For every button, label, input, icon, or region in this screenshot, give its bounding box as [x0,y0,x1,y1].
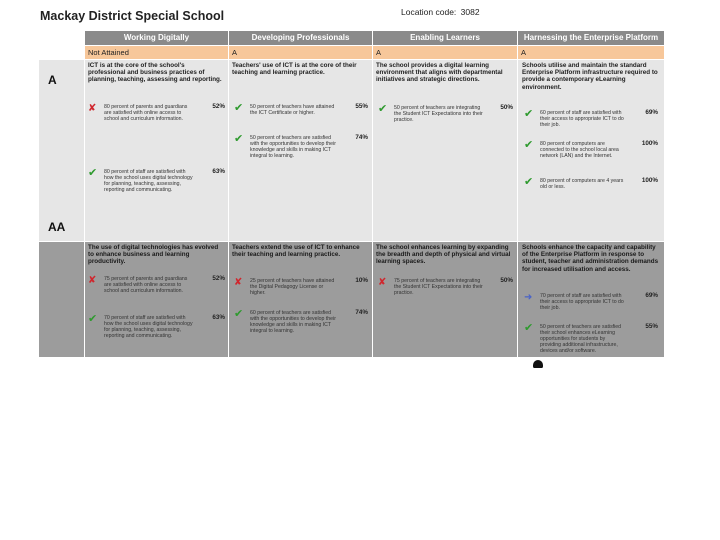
arrow-icon: ➜ [524,292,533,303]
check-icon: ✔ [234,133,244,145]
level-aa-enabling-learners-description: The school enhances learning by expanding the breadth and depth of physical and virtual learning spaces. [376,244,511,266]
column-header-harnessing-enterprise: Harnessing the Enterprise Platform [518,31,664,45]
indicator-text: 70 percent of staff are satisfied with how the school uses digital technology for planning, teaching, assessing, reporting and communicating. [104,315,193,339]
indicator-text: 50 percent of teachers are satisfied their school enhances eLearning opportunities for students by providing additional infrastructure, devices and/or software. [540,324,622,354]
indicator-text: 75 percent of teachers are integrating the Student ICT Expectations into their practice. [394,278,483,296]
indicator-percent: 74% [355,134,368,141]
level-a-working-digitally-description: ICT is at the core of the school's professional and business practices of planning, teaching, assessing and reporting. [88,62,222,84]
indicator-percent: 63% [212,314,225,321]
indicator-item [234,103,372,133]
indicator-text: 80 percent of staff are satisfied with how the school uses digital technology for planning, teaching, assessing, reporting and communicating. [104,169,193,193]
level-label-a: A [48,73,57,87]
check-icon: ✔ [234,102,244,114]
indicator-item [524,323,664,353]
indicator-text: 80 percent of computers are 4 years old or less. [540,178,624,190]
column-header-enabling-learners: Enabling Learners [373,31,517,45]
indicator-percent: 52% [212,103,225,110]
level-label-aa: AA [48,220,66,234]
indicator-text: 70 percent of staff are satisfied with their access to appropriate ICT to do their job. [540,293,624,311]
check-icon: ✔ [524,176,534,188]
location-code [401,7,480,17]
check-icon: ✔ [524,322,534,334]
header-blank [39,31,84,45]
indicator-percent: 63% [212,168,225,175]
level-a-developing-professionals-description: Teachers' use of ICT is at the core of their teaching and learning practice. [232,62,357,77]
indicator-item [524,177,664,207]
pointer-mark [533,360,543,368]
ict-matrix [39,31,664,357]
indicator-percent: 55% [355,103,368,110]
column-divider [84,60,85,357]
indicator-percent: 100% [641,140,658,147]
indicator-item [524,292,664,322]
indicator-percent: 50% [500,104,513,111]
column-header-developing-professionals: Developing Professionals [229,31,372,45]
check-icon: ✔ [88,313,98,325]
indicator-text: 50 percent of teachers have attained the ICT Certificate or higher. [250,104,335,116]
status-working-digitally: Not Attained [85,46,228,59]
indicator-text: 50 percent of teachers are satisfied with the opportunities to develop their knowledge and skills in making ICT integral to learning. [250,135,336,159]
indicator-percent: 10% [355,277,368,284]
indicator-item [378,277,517,307]
indicator-text: 60 percent of teachers are satisfied with the opportunities to develop their knowledge and skills in making ICT integral to learning. [250,310,336,334]
indicator-item [88,275,228,305]
column-header-working-digitally: Working Digitally [85,31,228,45]
indicator-percent: 55% [645,323,658,330]
check-icon: ✔ [88,167,98,179]
cross-icon: ✘ [88,275,97,286]
status-developing-professionals: A [229,46,372,59]
check-icon: ✔ [524,139,534,151]
indicator-text: 75 percent of parents and guardians are satisfied with online access to school and curriculum information. [104,276,188,294]
cross-icon: ✘ [234,277,243,288]
indicator-percent: 69% [645,292,658,299]
status-enabling-learners: A [373,46,517,59]
indicator-text: 60 percent of staff are satisfied with their access to appropriate ICT to do their job. [540,110,624,128]
indicator-text: 25 percent of teachers have attained the Digital Pedagogy License or higher. [250,278,335,296]
level-aa-developing-professionals-description: Teachers extend the use of ICT to enhance their teaching and learning practice. [232,244,360,259]
check-icon: ✔ [234,308,244,320]
school-name: Mackay District Special School [40,9,225,23]
check-icon: ✔ [378,103,388,115]
level-a-harnessing-enterprise-description: Schools utilise and maintain the standard Enterprise Platform infrastructure required to provide a contemporary eLearning environment. [522,62,658,91]
cross-icon: ✘ [378,277,387,288]
indicator-item [378,104,517,134]
location-label: Location code: [401,7,457,17]
column-divider [372,60,373,357]
indicator-item [524,109,664,139]
level-aa-working-digitally-description: The use of digital technologies has evolved to enhance business and learning productivity. [88,244,219,266]
indicator-item [234,134,372,164]
column-divider [228,60,229,357]
indicator-text: 80 percent of parents and guardians are satisfied with online access to school and curriculum information. [104,104,188,122]
level-a-enabling-learners-description: The school provides a digital learning environment that aligns with departmental initiatives and strategic directions. [376,62,503,84]
indicator-text: 80 percent of computers are connected to the school local area network (LAN) and the Internet. [540,141,619,159]
indicator-percent: 50% [500,277,513,284]
indicator-text: 50 percent of teachers are integrating the Student ICT Expectations into their practice. [394,105,483,123]
column-divider [517,60,518,357]
indicator-percent: 69% [645,109,658,116]
location-value: 3082 [460,7,480,17]
indicator-item [88,168,228,198]
level-aa-harnessing-enterprise-description: Schools enhance the capacity and capability of the Enterprise Platform in response to student, teacher and administration demands for increased utilisation and access. [522,244,659,273]
indicator-item [88,103,228,133]
cross-icon: ✘ [88,103,97,114]
indicator-item [234,309,372,339]
indicator-percent: 52% [212,275,225,282]
indicator-item [234,277,372,307]
check-icon: ✔ [524,108,534,120]
indicator-item [524,140,664,170]
indicator-percent: 74% [355,309,368,316]
indicator-percent: 100% [641,177,658,184]
status-harnessing-enterprise: A [518,46,664,59]
indicator-item [88,314,228,344]
